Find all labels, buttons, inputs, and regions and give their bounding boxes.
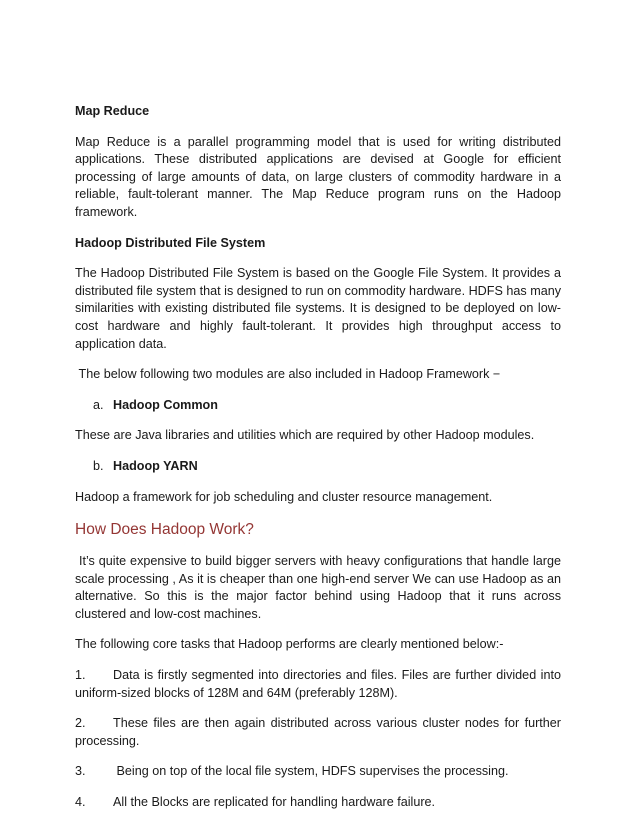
task-number: 3.	[75, 764, 86, 779]
list-marker: b.	[93, 458, 104, 473]
module-title: Hadoop Common	[113, 397, 218, 412]
how-works-intro: It’s quite expensive to build bigger servers with heavy configurations that handle large scale processing , As it is cheaper than one high-end server We can use Hadoop as an alternative. So this is the major factor behind using Hadoop that it runs across clustered and low-cost machines.	[75, 554, 565, 621]
section-title-how-hadoop-works: How Does Hadoop Work?	[75, 521, 254, 539]
module-description: Hadoop a framework for job scheduling and cluster resource management.	[75, 489, 493, 504]
module-title: Hadoop YARN	[113, 458, 198, 473]
mapreduce-heading: Map Reduce	[75, 104, 150, 118]
task-text: Data is firstly segmented into directories and files. Files are further divided into uniform-sized blocks of 128M and 64M (preferably 128M).	[75, 668, 561, 700]
hdfs-paragraph: The Hadoop Distributed File System is based on the Google File System. It provides a distributed file system that is designed to run on commodity hardware. HDFS has many similarities with existing distributed file systems. It is designed to be deployed on low-cost hardware and highly fault-tolerant. It provides high throughput access to application data.	[75, 266, 561, 351]
task-number: 1.	[75, 668, 86, 683]
task-item	[75, 763, 561, 781]
list-marker: a.	[93, 397, 104, 412]
module-description: These are Java libraries and utilities which are required by other Hadoop modules.	[75, 428, 535, 443]
task-item	[75, 667, 561, 702]
module-item-hadoop-yarn	[75, 458, 561, 476]
task-text: These files are then again distributed across various cluster nodes for further processing.	[75, 716, 561, 748]
task-item	[75, 715, 561, 750]
task-number: 4.	[75, 795, 86, 810]
hdfs-heading: Hadoop Distributed File System	[75, 235, 266, 250]
task-text: All the Blocks are replicated for handling hardware failure.	[113, 795, 436, 810]
mapreduce-paragraph: Map Reduce is a parallel programming model that is used for writing distributed applications. These distributed applications are devised at Google for efficient processing of large amounts of data, on large clusters of commodity hardware in a reliable, fault-tolerant manner. The Map Reduce program runs on the Hadoop framework.	[75, 134, 561, 219]
task-number: 2.	[75, 716, 86, 731]
task-text: Being on top of the local file system, HDFS supervises the processing.	[113, 764, 509, 779]
document-page	[75, 103, 565, 825]
module-item-hadoop-common	[75, 397, 561, 415]
modules-intro: The below following two modules are also included in Hadoop Framework −	[75, 367, 501, 382]
task-item	[75, 794, 561, 812]
tasks-intro: The following core tasks that Hadoop performs are clearly mentioned below:-	[75, 637, 504, 652]
